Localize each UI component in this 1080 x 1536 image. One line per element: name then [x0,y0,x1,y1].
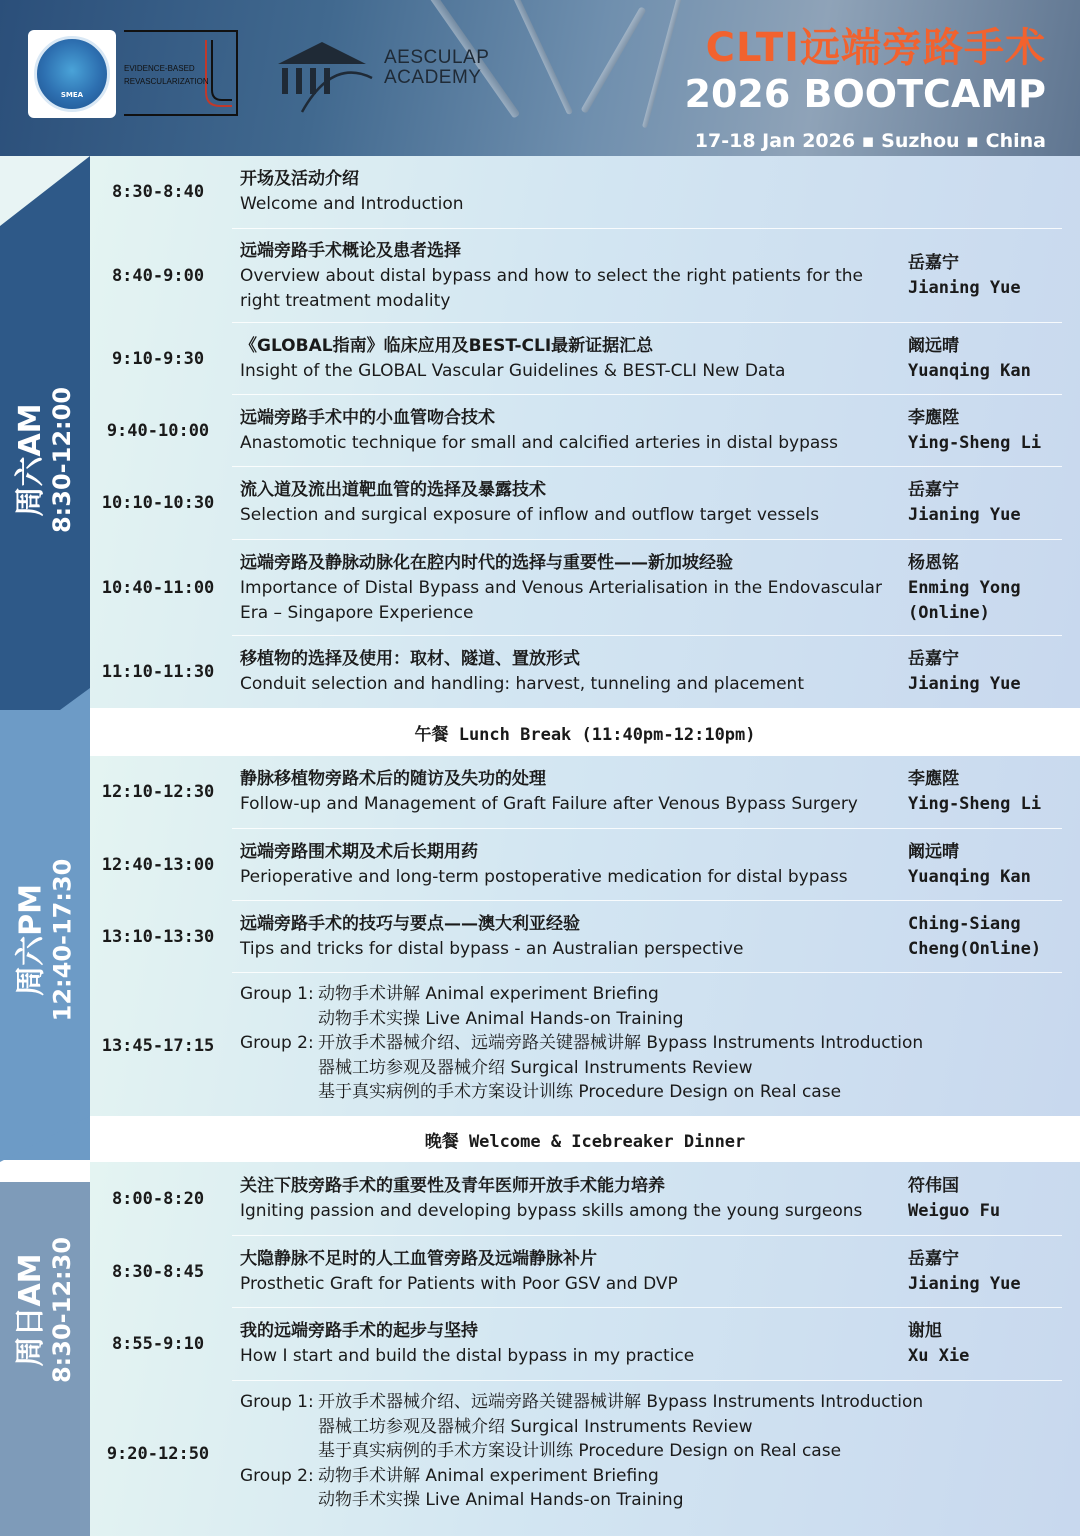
group-lines [240,982,1070,1105]
schedule-row [90,1162,1080,1236]
topic-cn: 开场及活动介绍 [240,169,359,189]
session-time: 8:00-8:20 [111,1189,205,1209]
schedule-row [90,467,1080,539]
schedule-row [90,1308,1080,1380]
session-speaker [908,323,1078,395]
speaker-cn: 岳嘉宁 [908,480,959,500]
session-speaker [908,229,1078,323]
session-speaker [908,395,1078,466]
session-speaker [908,467,1078,539]
group-line: 器械工坊参观及器械介绍 Surgical Instruments Review [318,1416,753,1437]
speaker-cn: 杨恩铭 [908,552,959,573]
topic-en: Importance of Distal Bypass and Venous Arterialisation in the Endovascular Era – Singapore Experience [240,577,882,623]
group-line: 动物手术实操 Live Animal Hands-on Training [318,1490,684,1510]
group-training-row [90,1390,1080,1518]
speaker-cn: 岳嘉宁 [908,649,959,669]
session-time: 8:40-9:00 [111,266,205,286]
session-time: 13:45-17:15 [101,1036,215,1056]
session-speaker [908,901,1068,973]
session-topic [240,395,890,466]
session-topic [240,636,890,708]
speaker-cn: 阚远晴 [908,842,959,862]
session-speaker [908,829,1078,901]
session-topic [240,467,890,539]
topic-en: Tips and tricks for distal bypass - an Australian perspective [240,939,744,959]
speaker-en: Ching-Siang Cheng(Online) [908,914,1042,959]
event-date-location: 17-18 Jan 2026 ▪ Suzhou ▪ China [694,130,1046,152]
group-line [240,1390,1070,1415]
schedule-row [90,540,1080,636]
topic-en: Anastomotic technique for small and calcified arteries in distal bypass [240,432,839,453]
section-day: 周六AM [13,403,48,517]
group-line: 器械工坊参观及器械介绍 Surgical Instruments Review [318,1057,753,1078]
topic-cn: 远端旁路及静脉动脉化在腔内时代的选择与重要性——新加坡经验 [240,552,733,573]
session-time: 8:30-8:40 [111,182,205,202]
topic-en: Welcome and Introduction [240,194,464,214]
session-speaker [908,540,1078,636]
topic-cn: 远端旁路围术期及术后长期用药 [240,842,478,862]
section-label-sun-am [0,1180,90,1440]
session-topic [240,1236,890,1308]
session-time: 8:30-8:45 [111,1262,205,1282]
speaker-cn: 岳嘉宁 [908,253,959,273]
schedule-row [90,156,1080,228]
section-hours: 8:30-12:30 [48,1236,76,1384]
speaker-cn: 谢旭 [908,1321,942,1341]
session-topic [240,1308,890,1380]
speaker-en: Jianing Yue [908,505,1021,525]
session-time: 11:10-11:30 [101,662,215,682]
side-band-decor [0,156,90,226]
speaker-en: Weiguo Fu [908,1201,1001,1221]
session-time: 12:40-13:00 [101,855,215,875]
schedule-row [90,756,1080,828]
topic-cn: 远端旁路手术中的小血管吻合技术 [240,407,495,428]
group-label: Group 1: [240,1392,314,1412]
topic-cn: 流入道及流出道靶血管的选择及暴露技术 [240,480,546,500]
speaker-en: Yuanqing Kan [908,361,1031,381]
page-title-en: 2026 BOOTCAMP [684,72,1046,116]
session-topic [240,1162,890,1236]
aesculap-logo-text: AESCULAP ACADEMY [384,47,490,88]
session-speaker [908,1308,1078,1380]
topic-en: Igniting passion and developing bypass skills among the young surgeons [240,1201,863,1221]
session-topic [240,323,890,395]
schedule-row [90,1236,1080,1308]
row-divider [232,1380,1062,1381]
speaker-en: Ying-Sheng Li [908,794,1042,814]
speaker-en: Yuanqing Kan [908,867,1031,887]
schedule-row [90,229,1080,323]
speaker-cn: 阚远晴 [908,336,959,356]
group-label: Group 1: [240,984,314,1004]
session-speaker [908,1162,1078,1236]
topic-cn: 关注下肢旁路手术的重要性及青年医师开放手术能力培养 [240,1176,665,1196]
session-speaker [908,756,1078,828]
speaker-cn: 符伟国 [908,1176,959,1196]
header-banner [0,0,1080,156]
seal-text: SMEA [60,91,84,99]
page-title-cn: CLTI远端旁路手术 [705,25,1046,71]
evidence-based-revascularization-logo [124,30,238,116]
section-hours: 12:40-17:30 [48,858,76,1022]
section-label-sat-pm [0,810,90,1070]
section-day: 周日AM [13,1253,48,1367]
topic-en: Insight of the GLOBAL Vascular Guidelines & BEST-CLI New Data [240,361,786,381]
society-seal-logo [28,30,116,118]
group-line [240,982,1070,1007]
group-item: 动物手术讲解 Animal experiment Briefing [318,984,659,1004]
topic-cn: 远端旁路手术的技巧与要点——澳大利亚经验 [240,914,580,934]
speaker-en: Jianing Yue [908,278,1021,298]
topic-en: Prosthetic Graft for Patients with Poor GSV and DVP [240,1274,678,1294]
speaker-en: Xu Xie [908,1346,970,1366]
dinner-band: 晚餐 Welcome & Icebreaker Dinner [90,1116,1080,1162]
speaker-cn: 李應陞 [908,407,959,428]
session-time: 9:20-12:50 [106,1444,210,1464]
topic-cn: 静脉移植物旁路术后的随访及失功的处理 [240,769,546,789]
speaker-en: Jianing Yue [908,1274,1021,1294]
topic-en: Overview about distal bypass and how to select the right patients for the right treatment modality [240,265,863,311]
group-training-row [90,982,1080,1110]
group-label: Group 2: [240,1033,314,1053]
speaker-cn: 李應陞 [908,769,959,789]
session-topic [240,901,890,973]
session-time: 10:10-10:30 [101,493,215,513]
topic-en: Perioperative and long-term postoperative medication for distal bypass [240,867,848,887]
topic-cn: 我的远端旁路手术的起步与坚持 [240,1321,478,1341]
session-topic [240,156,890,228]
group-line: 基于真实病例的手术方案设计训练 Procedure Design on Real case [318,1082,842,1102]
speaker-en: Enming Yong (Online) [908,577,1021,623]
section-day: 周六PM [13,884,48,996]
session-time: 8:55-9:10 [111,1334,205,1354]
lunch-break-band: 午餐 Lunch Break (11:40pm-12:10pm) [90,708,1080,756]
group-item: 动物手术讲解 Animal experiment Briefing [318,1465,659,1486]
group-line: 动物手术实操 Live Animal Hands-on Training [318,1008,684,1029]
schedule-row [90,395,1080,466]
row-divider [232,972,1062,973]
speaker-en: Ying-Sheng Li [908,432,1042,453]
session-time: 9:10-9:30 [111,349,205,369]
group-line: 基于真实病例的手术方案设计训练 Procedure Design on Real case [318,1441,842,1461]
session-time: 10:40-11:00 [101,578,215,598]
group-lines [240,1390,1070,1513]
section-label-sat-am [0,330,90,590]
session-topic [240,229,890,323]
section-hours: 8:30-12:00 [48,386,76,534]
session-speaker [908,636,1078,708]
evb-logo-text: EVIDENCE-BASED REVASCULARIZATION [124,64,209,86]
session-time: 9:40-10:00 [106,420,210,441]
topic-en: Selection and surgical exposure of inflow and outflow target vessels [240,505,820,525]
topic-en: Follow-up and Management of Graft Failure after Venous Bypass Surgery [240,794,858,814]
topic-en: How I start and build the distal bypass in my practice [240,1346,695,1366]
topic-cn: 移植物的选择及使用：取材、隧道、置放形式 [240,649,580,669]
session-time: 13:10-13:30 [101,927,215,947]
group-item: 开放手术器械介绍、远端旁路关键器械讲解 Bypass Instruments Introduction [318,1392,924,1412]
schedule-row [90,829,1080,901]
side-band-decor [0,1116,90,1162]
aesculap-academy-logo [272,38,490,118]
session-topic [240,540,890,636]
topic-cn: 大隐静脉不足时的人工血管旁路及远端静脉补片 [240,1249,597,1269]
schedule-row [90,323,1080,395]
session-time: 12:10-12:30 [101,782,215,802]
speaker-cn: 岳嘉宁 [908,1249,959,1269]
topic-cn: 远端旁路手术概论及患者选择 [240,240,461,261]
group-item: 开放手术器械介绍、远端旁路关键器械讲解 Bypass Instruments Introduction [318,1033,924,1053]
session-topic [240,756,890,828]
schedule-row [90,636,1080,708]
group-label: Group 2: [240,1465,314,1486]
group-line [240,1031,1070,1056]
schedule-row [90,901,1080,973]
topic-en: Conduit selection and handling: harvest, tunneling and placement [240,674,804,694]
topic-cn: 《GLOBAL指南》临床应用及BEST-CLI最新证据汇总 [240,336,654,356]
group-line [240,1464,1070,1489]
session-speaker [908,1236,1078,1308]
speaker-en: Jianing Yue [908,674,1021,694]
session-topic [240,829,890,901]
